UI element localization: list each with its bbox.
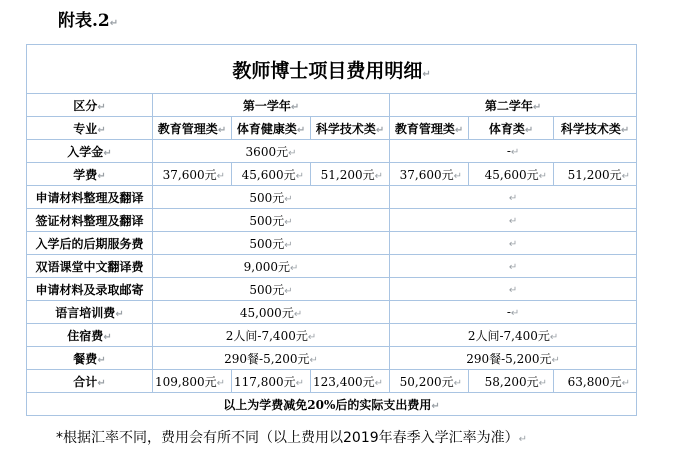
cell-value: 109,800元↵ [153,370,232,393]
cell-value: 123,400元↵ [311,370,390,393]
year2-header: 第二学年↵ [390,94,637,117]
cell-value: ↵ [390,186,637,209]
cell-value: 51,200元↵ [554,163,637,186]
footnote: *根据汇率不同，费用会有所不同（以上费用以2019年春季入学汇率为准）↵ [56,430,528,446]
cell-value: 51,200元↵ [311,163,390,186]
cell-value: 9,000元↵ [153,255,390,278]
table-row [27,370,637,393]
cell-value: 500元↵ [153,278,390,301]
cell-value: ↵ [390,255,637,278]
cell-value: 45,600元↵ [232,163,311,186]
cell-value: -↵ [390,140,637,163]
cell-value: ↵ [390,232,637,255]
table-row [27,163,637,186]
cell-value: 37,600元↵ [390,163,469,186]
row-label: 申请材料整理及翻译 [27,186,153,209]
table-row [27,232,637,255]
cell-value: 37,600元↵ [153,163,232,186]
section-header: 区分↵ [27,94,153,117]
major-y1-sci: 科学技术类↵ [311,117,390,140]
cell-value: 500元↵ [153,209,390,232]
major-y2-sport: 体育类↵ [469,117,554,140]
cell-value: -↵ [390,301,637,324]
year1-header: 第一学年↵ [153,94,390,117]
table-row [27,347,637,370]
table-row [27,255,637,278]
table-title: 教师博士项目费用明细↵ [27,45,637,94]
major-y1-sport: 体育健康类↵ [232,117,311,140]
cell-value: 50,200元↵ [390,370,469,393]
table-row [27,301,637,324]
cell-value: 2人间-7,400元↵ [153,324,390,347]
cell-value: 63,800元↵ [554,370,637,393]
cell-value: 2人间-7,400元↵ [390,324,637,347]
cell-value: 3600元↵ [153,140,390,163]
row-label: 学费↵ [27,163,153,186]
row-label: 合计↵ [27,370,153,393]
table-title-row [27,45,637,94]
cell-value: ↵ [390,209,637,232]
cell-value: 45,600元↵ [469,163,554,186]
row-label: 餐费↵ [27,347,153,370]
major-y2-edu: 教育管理类↵ [390,117,469,140]
row-label: 入学金↵ [27,140,153,163]
row-label: 双语课堂中文翻译费 [27,255,153,278]
row-label: 入学后的后期服务费 [27,232,153,255]
table-row [27,278,637,301]
table-row [27,209,637,232]
cell-value: 500元↵ [153,186,390,209]
cell-value: 58,200元↵ [469,370,554,393]
cell-value: 290餐-5,200元↵ [390,347,637,370]
cell-value: ↵ [390,278,637,301]
table-note: 以上为学费减免20%后的实际支出费用↵ [27,393,637,416]
table-row [27,140,637,163]
cell-value: 117,800元↵ [232,370,311,393]
cell-value: 500元↵ [153,232,390,255]
row-label: 语言培训费↵ [27,301,153,324]
row-label: 签证材料整理及翻译 [27,209,153,232]
table-row [27,186,637,209]
row-label: 住宿费↵ [27,324,153,347]
cost-table [26,44,637,416]
table-row [27,324,637,347]
note-row [27,393,637,416]
major-y2-sci: 科学技术类↵ [554,117,637,140]
row-label: 申请材料及录取邮寄 [27,278,153,301]
major-y1-edu: 教育管理类↵ [153,117,232,140]
cell-value: 45,000元↵ [153,301,390,324]
major-header: 专业↵ [27,117,153,140]
year-header-row [27,94,637,117]
major-header-row [27,117,637,140]
page-label: 附表.2↵ [58,11,119,31]
cell-value: 290餐-5,200元↵ [153,347,390,370]
